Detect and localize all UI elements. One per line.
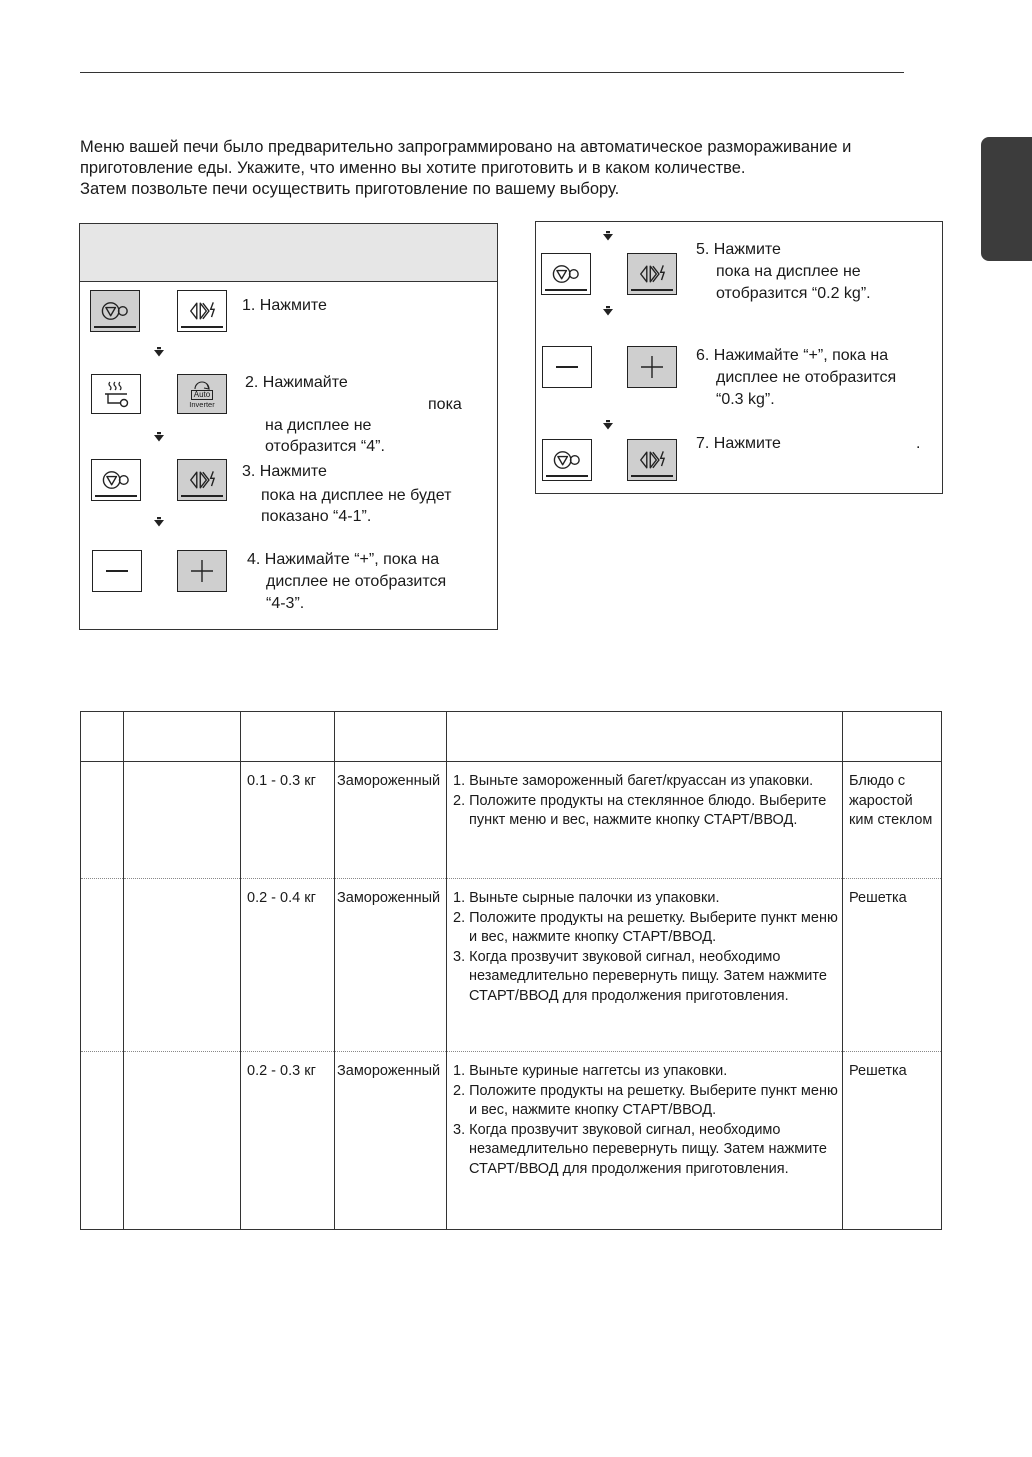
stop-clear-button[interactable] bbox=[91, 459, 141, 501]
stop-clear-icon bbox=[546, 261, 586, 287]
step-4-text-line3: “4-3”. bbox=[266, 595, 305, 612]
step-3-text: 3. Нажмите bbox=[242, 463, 327, 480]
step-4-text: 4. Нажимайте “+”, пока на bbox=[247, 551, 440, 568]
step-5-text-line2: пока на дисплее не bbox=[716, 263, 861, 280]
instruction-item: 2. Положите продукты на решетку. Выберите пункт меню и вес, нажмите кнопку СТАРТ/ВВОД. bbox=[453, 1082, 838, 1118]
minus-icon bbox=[554, 357, 580, 377]
table-header-row bbox=[81, 712, 942, 762]
down-arrow-icon bbox=[154, 517, 164, 527]
step-5-text-line3: отобразится “0.2 kg”. bbox=[716, 285, 871, 302]
weight-cell: 0.2 - 0.3 кг bbox=[241, 1052, 335, 1230]
step-6-text: 6. Нажимайте “+”, пока на bbox=[696, 347, 889, 364]
step-2-text: 2. Нажимайте bbox=[245, 374, 348, 391]
start-enter-button[interactable] bbox=[177, 290, 227, 332]
instructions-cell bbox=[447, 1052, 843, 1230]
step-3-text-line3: показано “4-1”. bbox=[261, 508, 372, 525]
plus-icon bbox=[639, 354, 665, 380]
instruction-item: 1. Выньте куриные наггетсы из упаковки. bbox=[453, 1063, 728, 1079]
table-cell bbox=[81, 879, 124, 1052]
language-tab bbox=[981, 137, 1032, 261]
stop-clear-icon bbox=[547, 447, 587, 473]
table-header-cell bbox=[447, 712, 843, 762]
table-cell bbox=[124, 1052, 241, 1230]
stop-clear-icon bbox=[95, 298, 135, 324]
down-arrow-icon bbox=[154, 432, 164, 442]
instruction-item: 3. Когда прозвучит звуковой сигнал, необходимо незамедлительно перевернуть пищу. Затем нажмите СТАРТ/ВВОД для продолжения приготовления. bbox=[453, 1121, 827, 1177]
temp-cell: Замороженный bbox=[335, 1052, 447, 1230]
intro-line: приготовление еды. Укажите, что именно вы хотите приготовить и в каком количестве. bbox=[80, 159, 746, 177]
auto-inverter-button[interactable] bbox=[177, 374, 227, 414]
cook-menu-button[interactable] bbox=[91, 374, 141, 414]
instructions-cell bbox=[447, 762, 843, 879]
intro-text bbox=[80, 137, 950, 200]
down-arrow-icon bbox=[603, 420, 613, 430]
start-enter-icon bbox=[182, 298, 222, 324]
auto-inverter-icon bbox=[193, 380, 211, 390]
table-cell bbox=[124, 762, 241, 879]
down-arrow-icon bbox=[154, 347, 164, 357]
plus-icon bbox=[189, 558, 215, 584]
table-header-cell bbox=[241, 712, 335, 762]
table-row bbox=[81, 1052, 942, 1230]
weight-cell: 0.2 - 0.4 кг bbox=[241, 879, 335, 1052]
utensil-cell: Блюдо с жаростой ким стеклом bbox=[843, 762, 942, 879]
instructions-panel-right bbox=[535, 221, 943, 494]
step-4-text-line2: дисплее не отобразится bbox=[266, 573, 447, 590]
step-6-text-line3: “0.3 kg”. bbox=[716, 391, 775, 408]
table-row bbox=[81, 762, 942, 879]
table-header-cell bbox=[124, 712, 241, 762]
step-6-text-line2: дисплее не отобразится bbox=[716, 369, 897, 386]
stop-clear-button[interactable] bbox=[90, 290, 140, 332]
start-enter-button[interactable] bbox=[627, 253, 677, 295]
auto-label: Auto bbox=[191, 390, 213, 400]
start-enter-button[interactable] bbox=[627, 439, 677, 481]
instructions-cell bbox=[447, 879, 843, 1052]
table-cell bbox=[81, 762, 124, 879]
cook-menu-icon bbox=[99, 379, 133, 409]
instruction-item: 3. Когда прозвучит звуковой сигнал, необходимо незамедлительно перевернуть пищу. Затем нажмите СТАРТ/ВВОД для продолжения приготовления. bbox=[453, 948, 827, 1004]
instructions-panel-left bbox=[79, 223, 498, 630]
instruction-item: 2. Положите продукты на стеклянное блюдо. Выберите пункт меню и вес, нажмите кнопку СТАРТ/ВВОД. bbox=[453, 792, 827, 828]
stop-clear-button[interactable] bbox=[542, 439, 592, 481]
step-5-text: 5. Нажмите bbox=[696, 241, 781, 258]
table-cell bbox=[81, 1052, 124, 1230]
instruction-item: 1. Выньте замороженный багет/круассан из упаковки. bbox=[453, 773, 814, 789]
start-enter-icon bbox=[182, 467, 222, 493]
instruction-item: 2. Положите продукты на решетку. Выберите пункт меню и вес, нажмите кнопку СТАРТ/ВВОД. bbox=[453, 909, 838, 945]
plus-button[interactable] bbox=[177, 550, 227, 592]
panel-header bbox=[80, 224, 497, 282]
table-row bbox=[81, 879, 942, 1052]
step-1-text: 1. Нажмите bbox=[242, 297, 327, 314]
minus-button[interactable] bbox=[542, 346, 592, 388]
intro-line: Меню вашей печи было предварительно запрограммировано на автоматическое размораживание и bbox=[80, 138, 852, 156]
step-2-text-pokа: пока bbox=[428, 396, 462, 413]
step-2-text-line4: отобразится “4”. bbox=[265, 438, 385, 455]
start-enter-icon bbox=[632, 447, 672, 473]
intro-line: Затем позвольте печи осуществить приготовление по вашему выбору. bbox=[80, 180, 620, 198]
temp-cell: Замороженный bbox=[335, 762, 447, 879]
start-enter-icon bbox=[632, 261, 672, 287]
table-cell bbox=[124, 879, 241, 1052]
utensil-cell: Решетка bbox=[843, 879, 942, 1052]
stop-clear-icon bbox=[96, 467, 136, 493]
weight-cell: 0.1 - 0.3 кг bbox=[241, 762, 335, 879]
stop-clear-button[interactable] bbox=[541, 253, 591, 295]
food-menu-table bbox=[80, 711, 942, 1230]
temp-cell: Замороженный bbox=[335, 879, 447, 1052]
minus-button[interactable] bbox=[92, 550, 142, 592]
step-2-text-line3: на дисплее не bbox=[265, 417, 372, 434]
start-enter-button[interactable] bbox=[177, 459, 227, 501]
minus-icon bbox=[104, 561, 130, 581]
step-7-text: 7. Нажмите bbox=[696, 435, 781, 452]
step-3-text-line2: пока на дисплее не будет bbox=[261, 487, 452, 504]
plus-button[interactable] bbox=[627, 346, 677, 388]
utensil-cell: Решетка bbox=[843, 1052, 942, 1230]
table-header-cell bbox=[81, 712, 124, 762]
table-header-cell bbox=[843, 712, 942, 762]
inverter-label: Inverter bbox=[189, 399, 215, 409]
down-arrow-icon bbox=[603, 306, 613, 316]
instruction-item: 1. Выньте сырные палочки из упаковки. bbox=[453, 890, 720, 906]
header-rule bbox=[80, 72, 904, 73]
step-7-period: . bbox=[916, 435, 921, 452]
down-arrow-icon bbox=[603, 231, 613, 241]
table-header-cell bbox=[335, 712, 447, 762]
